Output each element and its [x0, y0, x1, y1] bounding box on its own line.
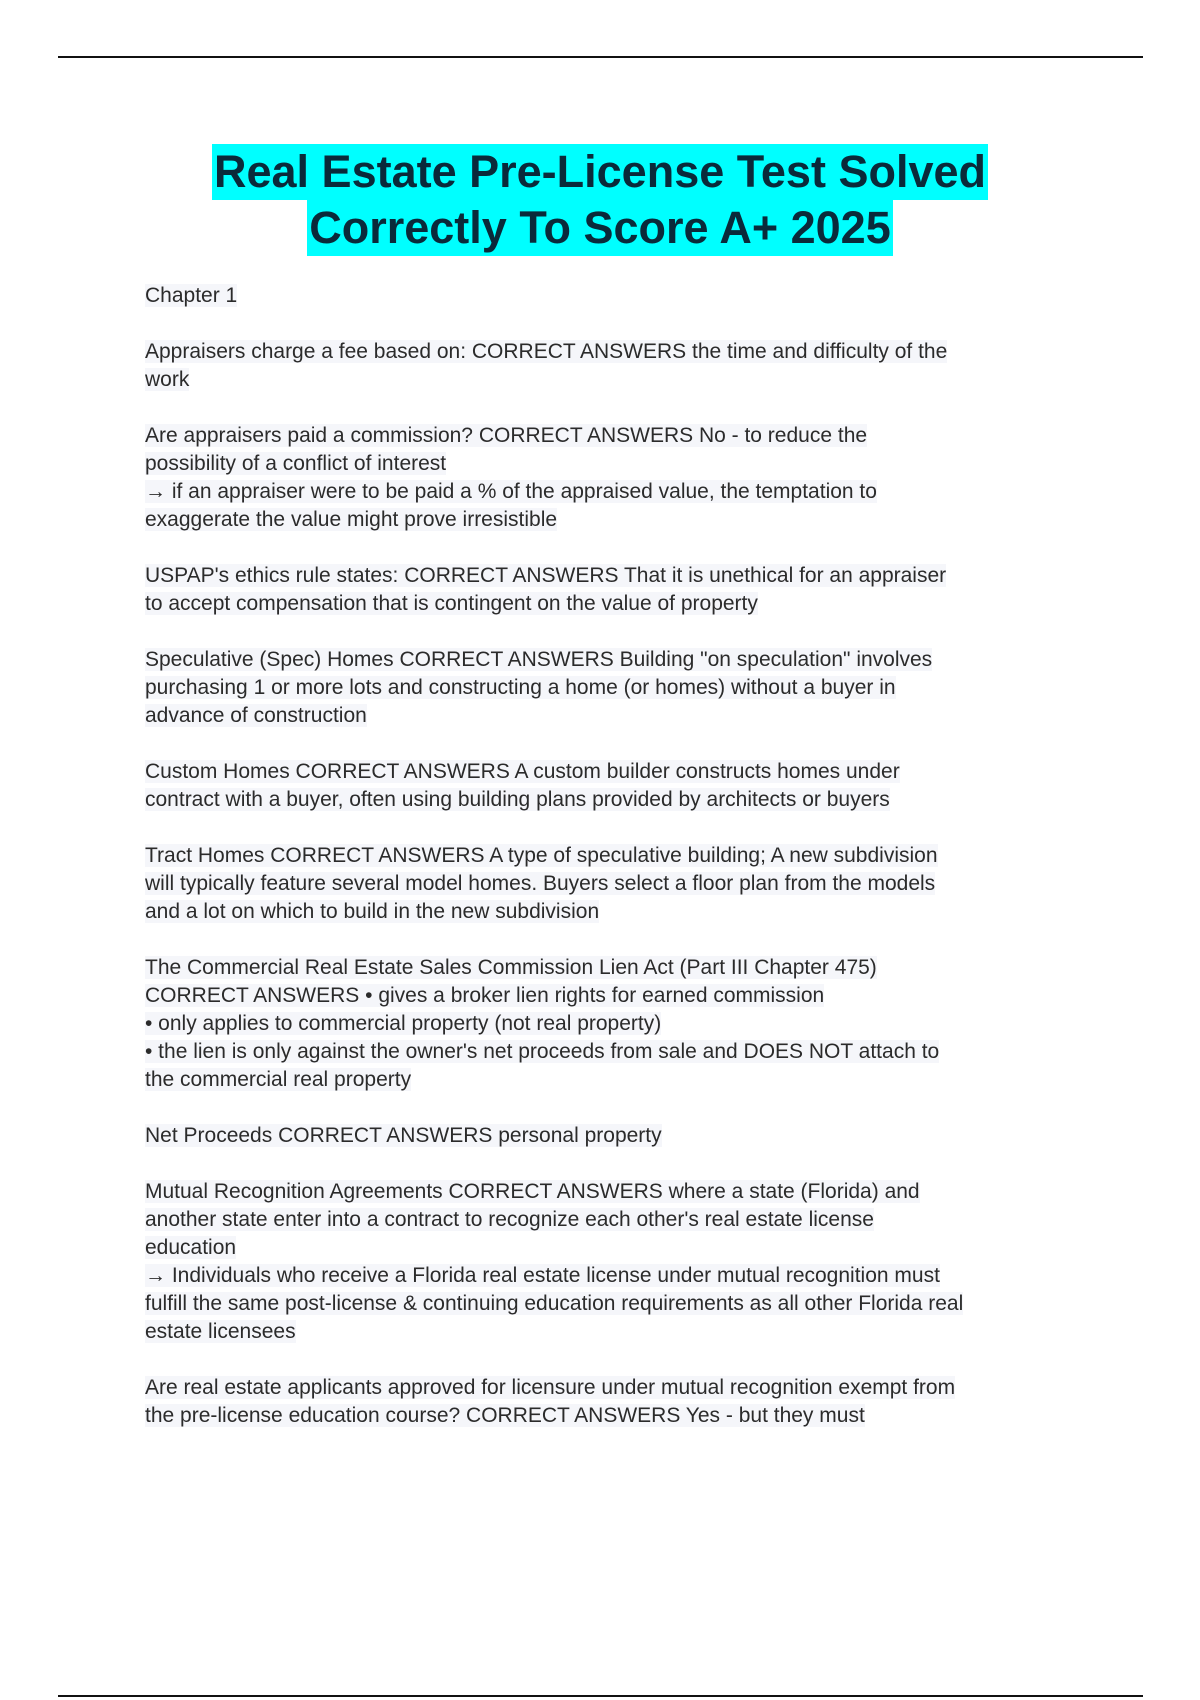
- qa-entry-line: another state enter into a contract to recognize each other's real estate license: [145, 1208, 874, 1231]
- qa-entry-line: Net Proceeds CORRECT ANSWERS personal property: [145, 1124, 662, 1147]
- title-line-2: Correctly To Score A+ 2025: [307, 200, 893, 256]
- qa-entry-line: • the lien is only against the owner's net proceeds from sale and DOES NOT attach to: [145, 1040, 940, 1063]
- qa-entry-line: Are appraisers paid a commission? CORRECT ANSWERS No - to reduce the: [145, 424, 868, 447]
- qa-entry-line: contract with a buyer, often using building plans provided by architects or buyers: [145, 788, 890, 811]
- header-rule: [58, 56, 1143, 58]
- qa-entry-line: the pre-license education course? CORRECT ANSWERS Yes - but they must: [145, 1404, 865, 1427]
- qa-entry-line: Mutual Recognition Agreements CORRECT ANSWERS where a state (Florida) and: [145, 1180, 920, 1203]
- qa-entry: [145, 1374, 1090, 1430]
- chapter-heading: [145, 282, 1090, 310]
- qa-entry-line: the commercial real property: [145, 1068, 412, 1091]
- qa-entries: [145, 338, 1090, 1430]
- qa-entry: [145, 954, 1090, 1094]
- qa-entry-line: • only applies to commercial property (not real property): [145, 1012, 662, 1035]
- qa-entry-line: USPAP's ethics rule states: CORRECT ANSWERS That it is unethical for an appraiser: [145, 564, 947, 587]
- qa-entry-line: Tract Homes CORRECT ANSWERS A type of speculative building; A new subdivision: [145, 844, 938, 867]
- qa-entry: [145, 758, 1090, 814]
- qa-entry-line: exaggerate the value might prove irresistible: [145, 508, 558, 531]
- qa-entry: [145, 422, 1090, 534]
- qa-entry-line: Appraisers charge a fee based on: CORRECT ANSWERS the time and difficulty of the: [145, 340, 948, 363]
- qa-entry-line: work: [145, 368, 190, 391]
- qa-entry-line: possibility of a conflict of interest: [145, 452, 447, 475]
- document-title: [0, 144, 1200, 256]
- qa-entry: [145, 1178, 1090, 1346]
- title-line-1: Real Estate Pre-License Test Solved: [212, 144, 988, 200]
- qa-entry-line: → Individuals who receive a Florida real estate license under mutual recognition must: [145, 1264, 940, 1287]
- qa-entry: [145, 562, 1090, 618]
- qa-entry: [145, 646, 1090, 730]
- qa-entry-line: education: [145, 1236, 237, 1259]
- footer-rule: [58, 1695, 1143, 1697]
- qa-entry-line: The Commercial Real Estate Sales Commission Lien Act (Part III Chapter 475): [145, 956, 877, 979]
- chapter-label: Chapter 1: [145, 284, 238, 307]
- qa-entry-line: CORRECT ANSWERS • gives a broker lien rights for earned commission: [145, 984, 825, 1007]
- qa-entry: [145, 1122, 1090, 1150]
- qa-entry-line: to accept compensation that is contingent on the value of property: [145, 592, 758, 615]
- qa-entry-line: Custom Homes CORRECT ANSWERS A custom builder constructs homes under: [145, 760, 900, 783]
- qa-entry-line: estate licensees: [145, 1320, 296, 1343]
- qa-entry-line: and a lot on which to build in the new subdivision: [145, 900, 600, 923]
- qa-entry-line: purchasing 1 or more lots and constructing a home (or homes) without a buyer in: [145, 676, 896, 699]
- qa-entry-line: Are real estate applicants approved for licensure under mutual recognition exempt from: [145, 1376, 956, 1399]
- qa-entry-line: advance of construction: [145, 704, 367, 727]
- document-body: [145, 282, 1090, 1458]
- qa-entry-line: fulfill the same post-license & continuing education requirements as all other Florida real: [145, 1292, 964, 1315]
- qa-entry-line: → if an appraiser were to be paid a % of the appraised value, the temptation to: [145, 480, 877, 503]
- qa-entry: [145, 842, 1090, 926]
- qa-entry: [145, 338, 1090, 394]
- qa-entry-line: Speculative (Spec) Homes CORRECT ANSWERS Building "on speculation" involves: [145, 648, 933, 671]
- qa-entry-line: will typically feature several model homes. Buyers select a floor plan from the models: [145, 872, 936, 895]
